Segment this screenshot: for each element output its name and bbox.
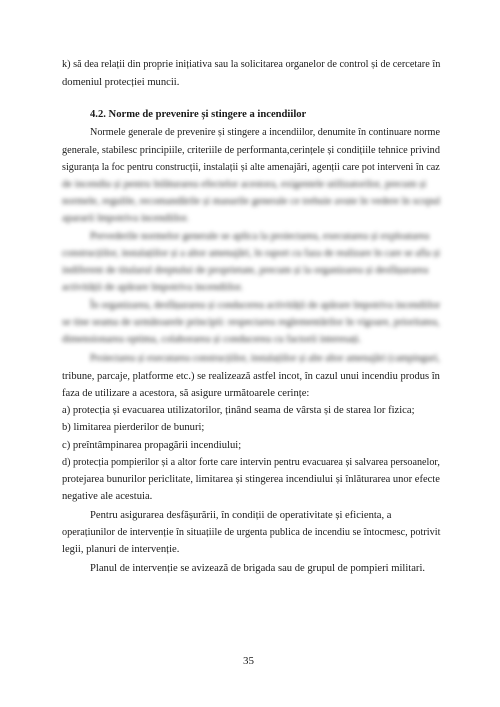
list-item-continuation: negative ale acestuia. <box>62 491 153 502</box>
blurred-line: normele, regulile, recomandările și masurile generale ce trebuie avute în vedere în scopul <box>62 196 441 207</box>
para3-line-1: Pentru asigurarea desfășurării, în condiții de operativitate și eficienta, a <box>90 510 392 521</box>
para4-line: Planul de intervenție se avizează de brigada sau de grupul de pompieri militari. <box>90 563 426 574</box>
blurred-line: se tine seama de următoarele principii: respectarea reglementărilor în vigoare, prioritatea, <box>62 317 440 328</box>
section-heading: 4.2. Norme de prevenire și stingere a incendiilor <box>90 109 307 120</box>
intro-line-2: domeniul protecției muncii. <box>62 77 180 88</box>
list-item: b) limitarea pierderilor de bunuri; <box>62 422 205 433</box>
para1-line-1: Normele generale de prevenire și stingere a incendiilor, denumite în continuare norme <box>90 127 440 138</box>
blurred-line: activității de apărare împotriva incendiilor. <box>62 282 243 293</box>
para1-line-2: generale, stabilesc principiile, criteriile de performanta,cerințele și condițiile tehnice privind <box>62 145 440 156</box>
blurred-line: dimensionarea optima, colaborarea și conducerea cu factorii interesați. <box>62 334 362 345</box>
para3-line-2: operațiunilor de intervenție în situațiile de urgenta publica de incendiu se întocmesc, potrivit <box>62 527 441 538</box>
para2-line-2: faza de utilizare a acestora, să asigure următoarele cerințe: <box>62 388 310 399</box>
page-number: 35 <box>243 655 254 667</box>
para2-line-1: tribune, parcaje, platforme etc.) se realizează astfel incot, în cazul unui incendiu produs în <box>62 371 440 382</box>
blurred-line: Prevederile normelor generale se aplica la proiectarea, executarea și exploatarea <box>90 231 430 242</box>
blurred-line: Proiectarea și executarea construcțiilor, instalațiilor și alte altor amenajări (campinguri, <box>90 353 440 364</box>
list-item: c) preîntâmpinarea propagării incendiului; <box>62 440 242 451</box>
list-item: d) protecția pompierilor și a altor forte care intervin pentru evacuarea și salvarea persoanelor, <box>62 457 440 468</box>
list-item-continuation: protejarea bunurilor periclitate, limitarea și stingerea incendiului și înlăturarea unor efecte <box>62 474 440 485</box>
blurred-line: În organizarea, desfășurarea și conducerea activității de apărare împotriva incendiilor <box>90 300 441 311</box>
para1-line-3: siguranța la foc pentru construcții, instalații și alte amenajări, agenții care pot interveni în caz <box>62 162 440 173</box>
blurred-line: construcțiilor, instalațiilor și a altor amenajări, în raport cu faza de realizare în care se afla și <box>62 248 441 259</box>
para3-line-3: legii, planuri de intervenție. <box>62 544 180 555</box>
list-item: a) protecția și evacuarea utilizatorilor, ținând seama de vârsta și de starea lor fizica; <box>62 405 415 416</box>
blurred-line: de incendiu și pentru înlăturarea efectelor acestora, exigentele utilizatorilor, precum și <box>62 179 427 190</box>
blurred-line: apararii împotriva incendiilor. <box>62 213 189 224</box>
blurred-line: indiferent de titularul dreptului de proprietate, precum și la organizarea și desfășurarea <box>62 265 429 276</box>
intro-line-1: k) să dea relații din proprie inițiativa sau la solicitarea organelor de control și de cercetare în <box>62 59 441 70</box>
